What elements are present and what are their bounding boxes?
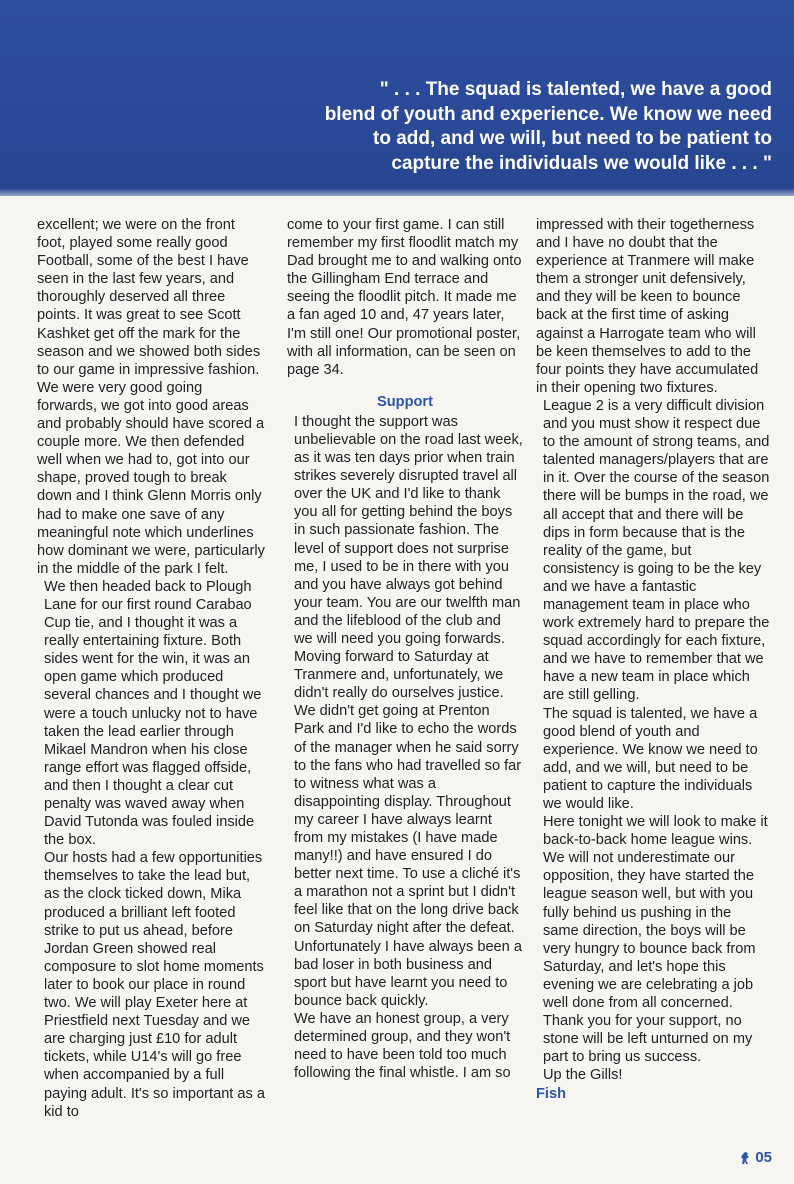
article-paragraph: excellent; we were on the front foot, played some really good Football, some of the best I have seen in the last few years, and thoroughly deserved all three points. It was great to see Scott Kashket get off the mark for the season and we showed both sides to our game in impressive fashion. We were very good going forwards, we got into good areas and probably should have scored a couple more. We then defended well when we had to, got into our shape, proved tough to break down and I think Glenn Morris only had to make one save of any meaningful note which underlines how dominant we were, particularly in the middle of the park I felt. bbox=[37, 217, 265, 577]
article-paragraph: I thought the support was unbelievable on the road last week, as it was ten days prior when train strikes severely disrupted travel all over the UK and I'd like to thank you all for getting behind the boys in such passionate fashion. The level of support does not surprise me, I used to be in there with you and you have always got behind your team. You are our twelfth man and the lifeblood of the club and we will need you going forwards. bbox=[294, 413, 523, 647]
article-paragraph: Moving forward to Saturday at Tranmere and, unfortunately, we didn't really do ourselves justice. We didn't get going at Prenton Park and I'd like to echo the words of the manager when he said sorry to the fans who had travelled so far to witness what was a disappointing display. Throughout my career I have always learnt from my mistakes (I have made many!!) and have ensured I do better next time. To use a cliché it's a marathon not a sprint but I didn't feel like that on the long drive back on Saturday night after the defeat. Unfortunately I have always been a bad loser in both business and sport but have learnt you need to bounce back quickly. bbox=[294, 649, 522, 1009]
article-column-1 bbox=[37, 216, 265, 1121]
article-paragraph: League 2 is a very difficult division and you must show it respect due to the amount of strong teams, and talented managers/players that are in it. Over the course of the season there will be bumps in the road, we all accept that and there will be dips in form because that is the reality of the game, but consistency is going to be the key and we have a fantastic management team in place who work extremely hard to prepare the squad accordingly for each fixture, and we have to remember that we have a new team in place which are still gelling. bbox=[543, 397, 770, 704]
article-column-3 bbox=[536, 216, 770, 1103]
gills-horse-icon bbox=[739, 1151, 751, 1165]
pull-quote bbox=[272, 78, 772, 176]
pull-quote-line: blend of youth and experience. We know we need bbox=[324, 103, 772, 125]
article-paragraph: Our hosts had a few opportunities themselves to take the lead but, as the clock ticked down, Mika produced a brilliant left footed strike to put us ahead, before Jordan Green showed real composure to slot home moments later to book our place in round two. We will play Exeter here at Priestfield next Tuesday and we are charging just £10 for adult tickets, while U14's will go free when accompanied by a full paying adult. It's so important as a kid to bbox=[44, 850, 266, 1120]
sign-off: Up the Gills! bbox=[543, 1067, 623, 1084]
header-banner bbox=[0, 0, 794, 196]
pull-quote-line: " . . . The squad is talented, we have a good bbox=[379, 79, 772, 100]
article-column-2 bbox=[287, 216, 523, 1082]
article-paragraph: come to your first game. I can still remember my first floodlit match my Dad brought me to and walking onto the Gillingham End terrace and seeing the floodlit pitch. It made me a fan aged 10 and, 47 years later, I'm still one! Our promotional poster, with all information, can be seen on page 34. bbox=[287, 217, 522, 378]
article-paragraph: We have an honest group, a very determined group, and they won't need to have been told too much following the final whistle. I am so bbox=[294, 1010, 511, 1082]
page-number: 05 bbox=[755, 1149, 772, 1166]
article-paragraph: Here tonight we will look to make it back-to-back home league wins. We will not underestimate our opposition, they have started the league season well, but with you fully behind us pushing in the same direction, the boys will be very hungry to bounce back from Saturday, and let's hope this evening we are celebrating a job well done from all concerned. bbox=[543, 814, 768, 1012]
pull-quote-line: to add, and we will, but need to be patient to bbox=[373, 128, 772, 149]
signature: Fish bbox=[536, 1085, 566, 1102]
article-paragraph: The squad is talented, we have a good blend of youth and experience. We know we need to add, and we will, but need to be patient to capture the individuals we would like. bbox=[543, 705, 758, 812]
pull-quote-line: capture the individuals we would like . . . " bbox=[391, 152, 772, 174]
article-paragraph: Thank you for your support, no stone will be left unturned on my part to bring us success. bbox=[543, 1013, 753, 1066]
section-heading-support: Support bbox=[377, 393, 433, 410]
article-paragraph: We then headed back to Plough Lane for our first round Carabao Cup tie, and I thought it was a really entertaining fixture. Both sides went for the win, it was an open game which produced several chances and I thought we were a touch unlucky not to have taken the lead earlier through Mikael Mandron when his close range effort was flagged offside, and then I thought a clear cut penalty was waved away when David Tutonda was fouled inside the box. bbox=[44, 578, 262, 849]
article-paragraph: impressed with their togetherness and I have no doubt that the experience at Tranmere will make them a stronger unit defensively, and they will be keen to bounce back at the first time of asking against a Harrogate team who will be keen themselves to add to the four points they have accumulated in their opening two fixtures. bbox=[536, 217, 759, 396]
page-footer bbox=[739, 1149, 772, 1166]
